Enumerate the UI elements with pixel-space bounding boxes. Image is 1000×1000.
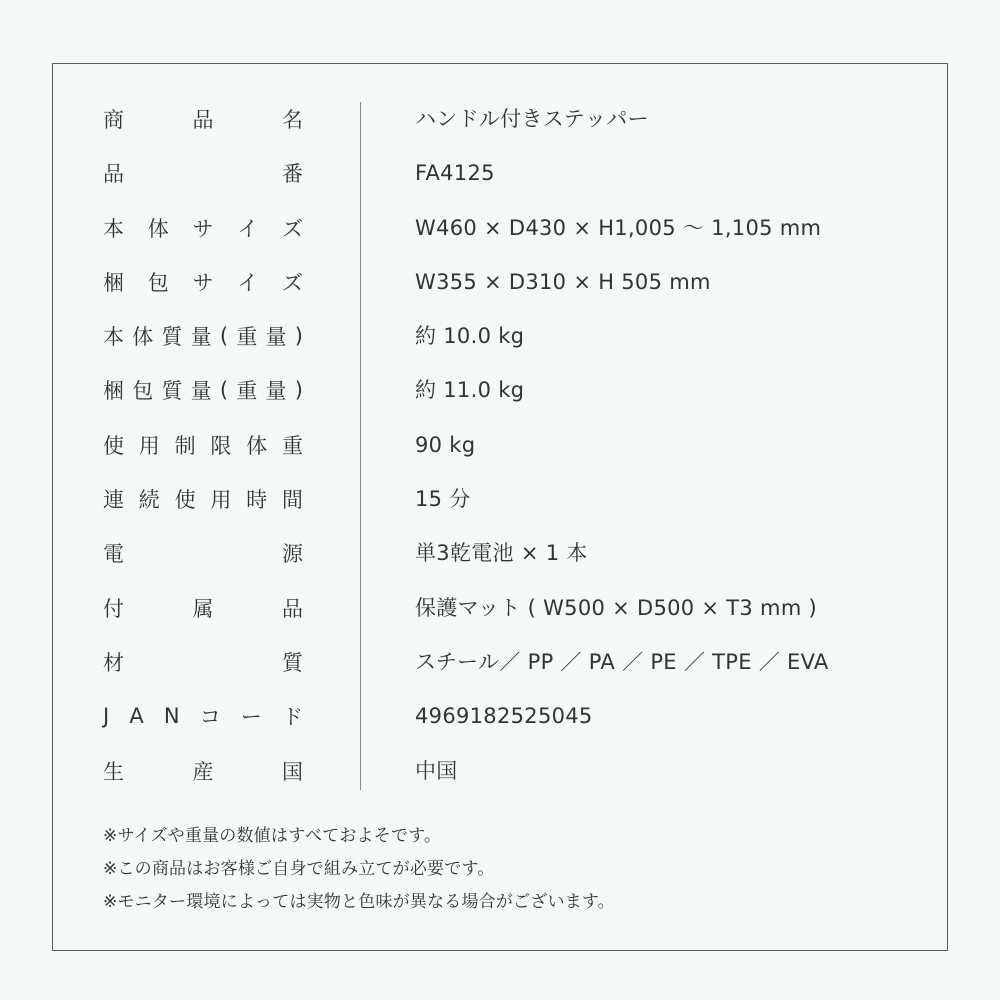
spec-label [103, 591, 303, 625]
spec-label-char: 質 [161, 379, 183, 404]
spec-label [103, 156, 303, 190]
spec-label [103, 699, 303, 733]
spec-label-char: 量 [265, 379, 287, 404]
spec-label [103, 536, 303, 570]
spec-label-char: N [163, 704, 180, 729]
spec-label [103, 211, 303, 245]
spec-label-char: ( [219, 324, 229, 349]
spec-label-char: 本 [103, 325, 124, 350]
spec-label-char: イ [237, 270, 259, 295]
spec-value: 約 10.0 kg [415, 324, 525, 349]
spec-label-char: ド [282, 705, 303, 730]
spec-value: スチール／ PP ／ PA ／ PE ／ TPE ／ EVA [415, 649, 829, 674]
spec-label-char: 番 [282, 162, 303, 187]
spec-label-char: 生 [103, 759, 124, 784]
spec-label-char: 質 [161, 325, 183, 350]
spec-value: 約 11.0 kg [415, 378, 525, 403]
spec-value: 中国 [415, 758, 458, 783]
spec-label-char: 体 [147, 216, 169, 241]
spec-row [0, 201, 1000, 255]
spec-row [0, 689, 1000, 743]
spec-label-char: 属 [192, 596, 214, 621]
spec-label-char: ) [294, 324, 303, 349]
spec-label-char: 質 [282, 650, 303, 675]
spec-label-char: 包 [147, 270, 169, 295]
spec-label-char: 体 [246, 433, 268, 458]
spec-value: 4969182525045 [415, 704, 593, 729]
spec-row [0, 472, 1000, 526]
spec-label-char: 品 [103, 162, 124, 187]
spec-label-char: J [103, 704, 110, 729]
spec-label-char: 続 [138, 488, 160, 513]
spec-row [0, 744, 1000, 798]
spec-label-char: 品 [282, 596, 303, 621]
spec-label-char: サ [192, 270, 214, 295]
spec-label-char: 制 [174, 433, 196, 458]
spec-label [103, 482, 303, 516]
spec-label-char: 体 [132, 325, 154, 350]
spec-label-char: イ [237, 216, 259, 241]
notes [103, 820, 615, 919]
spec-label-char: 包 [132, 379, 154, 404]
spec-row [0, 363, 1000, 417]
spec-value: ハンドル付きステッパー [415, 107, 649, 131]
spec-label [103, 645, 303, 679]
spec-label-char: 限 [210, 433, 232, 458]
spec-label-char: 梱 [103, 379, 124, 404]
spec-label [103, 319, 303, 353]
spec-label-char: サ [192, 216, 214, 241]
spec-label-char: ー [240, 705, 262, 730]
spec-label-char: ) [294, 378, 303, 403]
spec-label-char: 時 [246, 488, 268, 513]
spec-label-char: 用 [210, 488, 232, 513]
spec-value: 90 kg [415, 432, 476, 457]
spec-row [0, 526, 1000, 580]
spec-label-char: 量 [265, 325, 287, 350]
spec-label-char: ズ [282, 270, 303, 295]
spec-label-char: 品 [192, 108, 214, 132]
spec-label-char: 産 [192, 759, 214, 784]
spec-label [103, 754, 303, 788]
spec-label-char: 用 [138, 433, 160, 458]
spec-label-char: 量 [190, 379, 212, 404]
spec-label-char: 使 [103, 433, 124, 458]
spec-value: 15 分 [415, 487, 471, 512]
spec-label [103, 265, 303, 299]
note-line: ※この商品はお客様ご自身で組み立てが必要です。 [103, 859, 495, 879]
spec-label-char: A [129, 704, 144, 729]
spec-label-char: 使 [174, 488, 196, 513]
spec-label-char: ズ [282, 216, 303, 241]
spec-label [103, 428, 303, 462]
spec-table [0, 92, 1000, 798]
spec-label-char: 材 [103, 650, 124, 675]
spec-value: 単3乾電池 × 1 本 [415, 541, 588, 566]
spec-label [103, 373, 303, 407]
spec-label [103, 102, 303, 136]
spec-row [0, 581, 1000, 635]
spec-label-char: 間 [281, 488, 303, 513]
spec-row [0, 146, 1000, 200]
spec-value: FA4125 [415, 161, 495, 186]
spec-row [0, 635, 1000, 689]
spec-value: W460 × D430 × H1,005 〜 1,105 mm [415, 215, 822, 240]
spec-row [0, 418, 1000, 472]
spec-value: W355 × D310 × H 505 mm [415, 269, 711, 294]
spec-label-char: 国 [282, 759, 303, 784]
spec-label-char: 梱 [103, 270, 124, 295]
spec-label-char: 付 [103, 596, 124, 621]
spec-label-char: 連 [103, 488, 124, 513]
spec-label-char: 重 [281, 433, 303, 458]
spec-label-char: 電 [103, 542, 124, 567]
spec-label-char: 源 [282, 542, 303, 567]
spec-value: 保護マット ( W500 × D500 × T3 mm ) [415, 595, 818, 620]
note-line: ※サイズや重量の数値はすべておよそです。 [103, 826, 442, 846]
note-line: ※モニター環境によっては実物と色味が異なる場合がございます。 [103, 892, 615, 912]
spec-label-char: 商 [103, 108, 124, 132]
spec-label-char: 量 [190, 325, 212, 350]
spec-row [0, 92, 1000, 146]
spec-label-char: 重 [236, 379, 258, 404]
spec-label-char: 本 [103, 216, 124, 241]
spec-row [0, 255, 1000, 309]
spec-label-char: 重 [236, 325, 258, 350]
spec-row [0, 309, 1000, 363]
spec-label-char: ( [219, 378, 229, 403]
spec-label-char: 名 [282, 108, 303, 132]
spec-label-char: コ [199, 705, 221, 730]
